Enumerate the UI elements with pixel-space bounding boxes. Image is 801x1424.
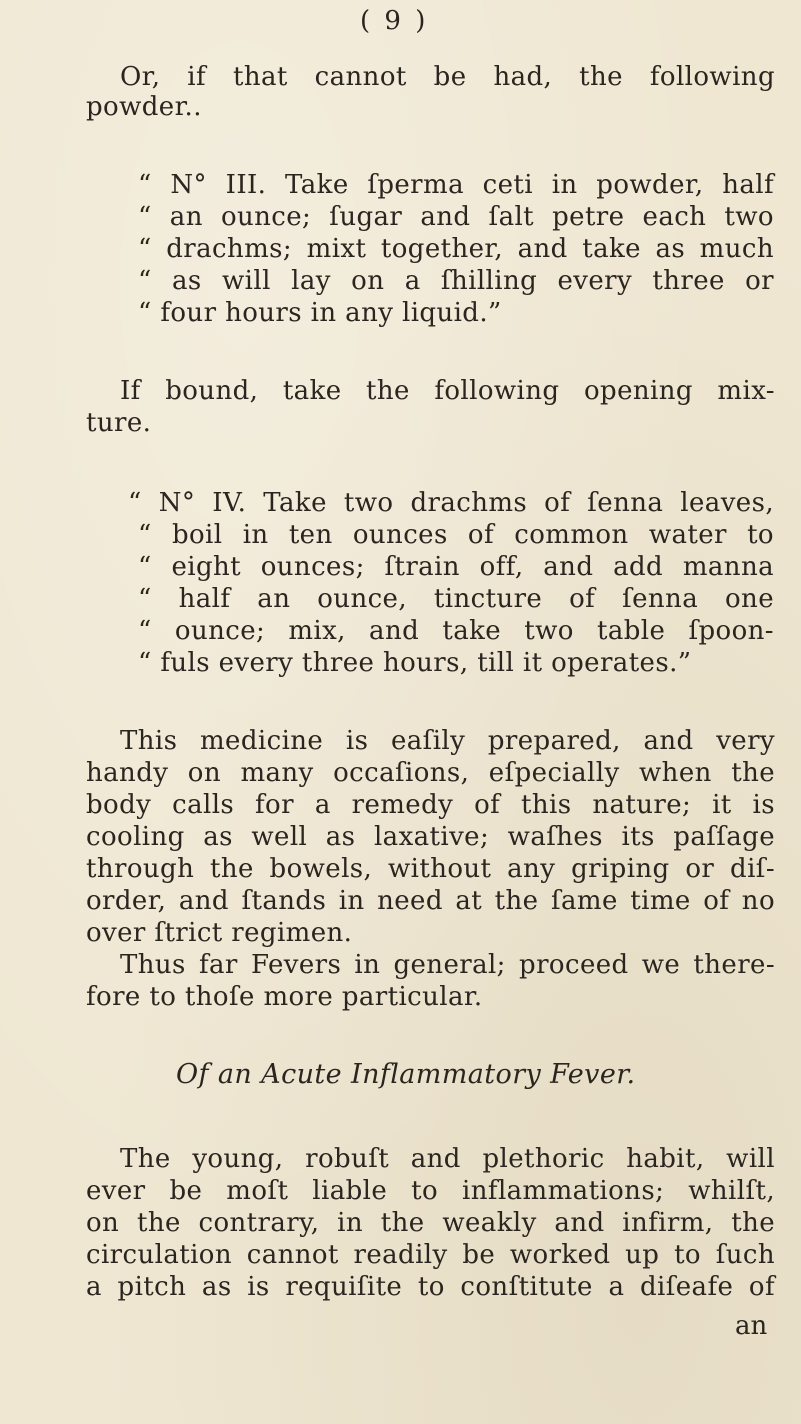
recipe-line: “ fuls every three hours, till it operates.” xyxy=(138,648,692,678)
recipe-line: “ eight ounces; ſtrain off, and add manna xyxy=(138,552,774,582)
page-number: ( 9 ) xyxy=(360,6,429,36)
recipe-line: “ N° III. Take ſperma ceti in powder, half xyxy=(138,170,774,200)
text-line: over ſtrict regimen. xyxy=(86,918,353,948)
text-line: fore to thoſe more particular. xyxy=(86,982,483,1012)
recipe-line: “ half an ounce, tincture of ſenna one xyxy=(138,584,774,614)
text-line: This medicine is eaſily prepared, and very xyxy=(120,726,775,756)
text-line: on the contrary, in the weakly and infirm, the xyxy=(86,1208,775,1238)
text-line: order, and ſtands in need at the ſame time of no xyxy=(86,886,775,916)
recipe-line: “ ounce; mix, and take two table ſpoon- xyxy=(138,616,774,646)
recipe-line: “ an ounce; ſugar and ſalt petre each two xyxy=(138,202,774,232)
recipe-line: “ N° IV. Take two drachms of ſenna leaves, xyxy=(128,488,774,518)
recipe-line: “ boil in ten ounces of common water to xyxy=(138,520,774,550)
recipe-line: “ as will lay on a ſhilling every three or xyxy=(138,266,774,296)
text-line: circulation cannot readily be worked up to ſuch xyxy=(86,1240,775,1270)
text-line: ever be moſt liable to inflammations; whilſt, xyxy=(86,1176,775,1206)
text-line: Thus far Fevers in general; proceed we there- xyxy=(120,950,775,980)
recipe-line: “ drachms; mixt together, and take as much xyxy=(138,234,774,264)
text-line: cooling as well as laxative; waſhes its paſſage xyxy=(86,822,775,852)
text-line: handy on many occaſions, eſpecially when the xyxy=(86,758,775,788)
text-line: a pitch as is requiſite to conſtitute a diſeafe of xyxy=(86,1272,775,1302)
text-line: Or, if that cannot be had, the following xyxy=(120,62,775,92)
recipe-line: “ four hours in any liquid.” xyxy=(138,298,502,328)
section-heading: Of an Acute Inflammatory Fever. xyxy=(176,1059,636,1090)
text-line: through the bowels, without any griping or diſ- xyxy=(86,854,775,884)
text-line: body calls for a remedy of this nature; it is xyxy=(86,790,775,820)
catchword: an xyxy=(735,1311,768,1341)
text-line: If bound, take the following opening mix- xyxy=(120,376,775,406)
text-line: powder.. xyxy=(86,92,202,122)
text-line: ture. xyxy=(86,408,152,438)
text-line: The young, robuſt and plethoric habit, will xyxy=(120,1144,775,1174)
